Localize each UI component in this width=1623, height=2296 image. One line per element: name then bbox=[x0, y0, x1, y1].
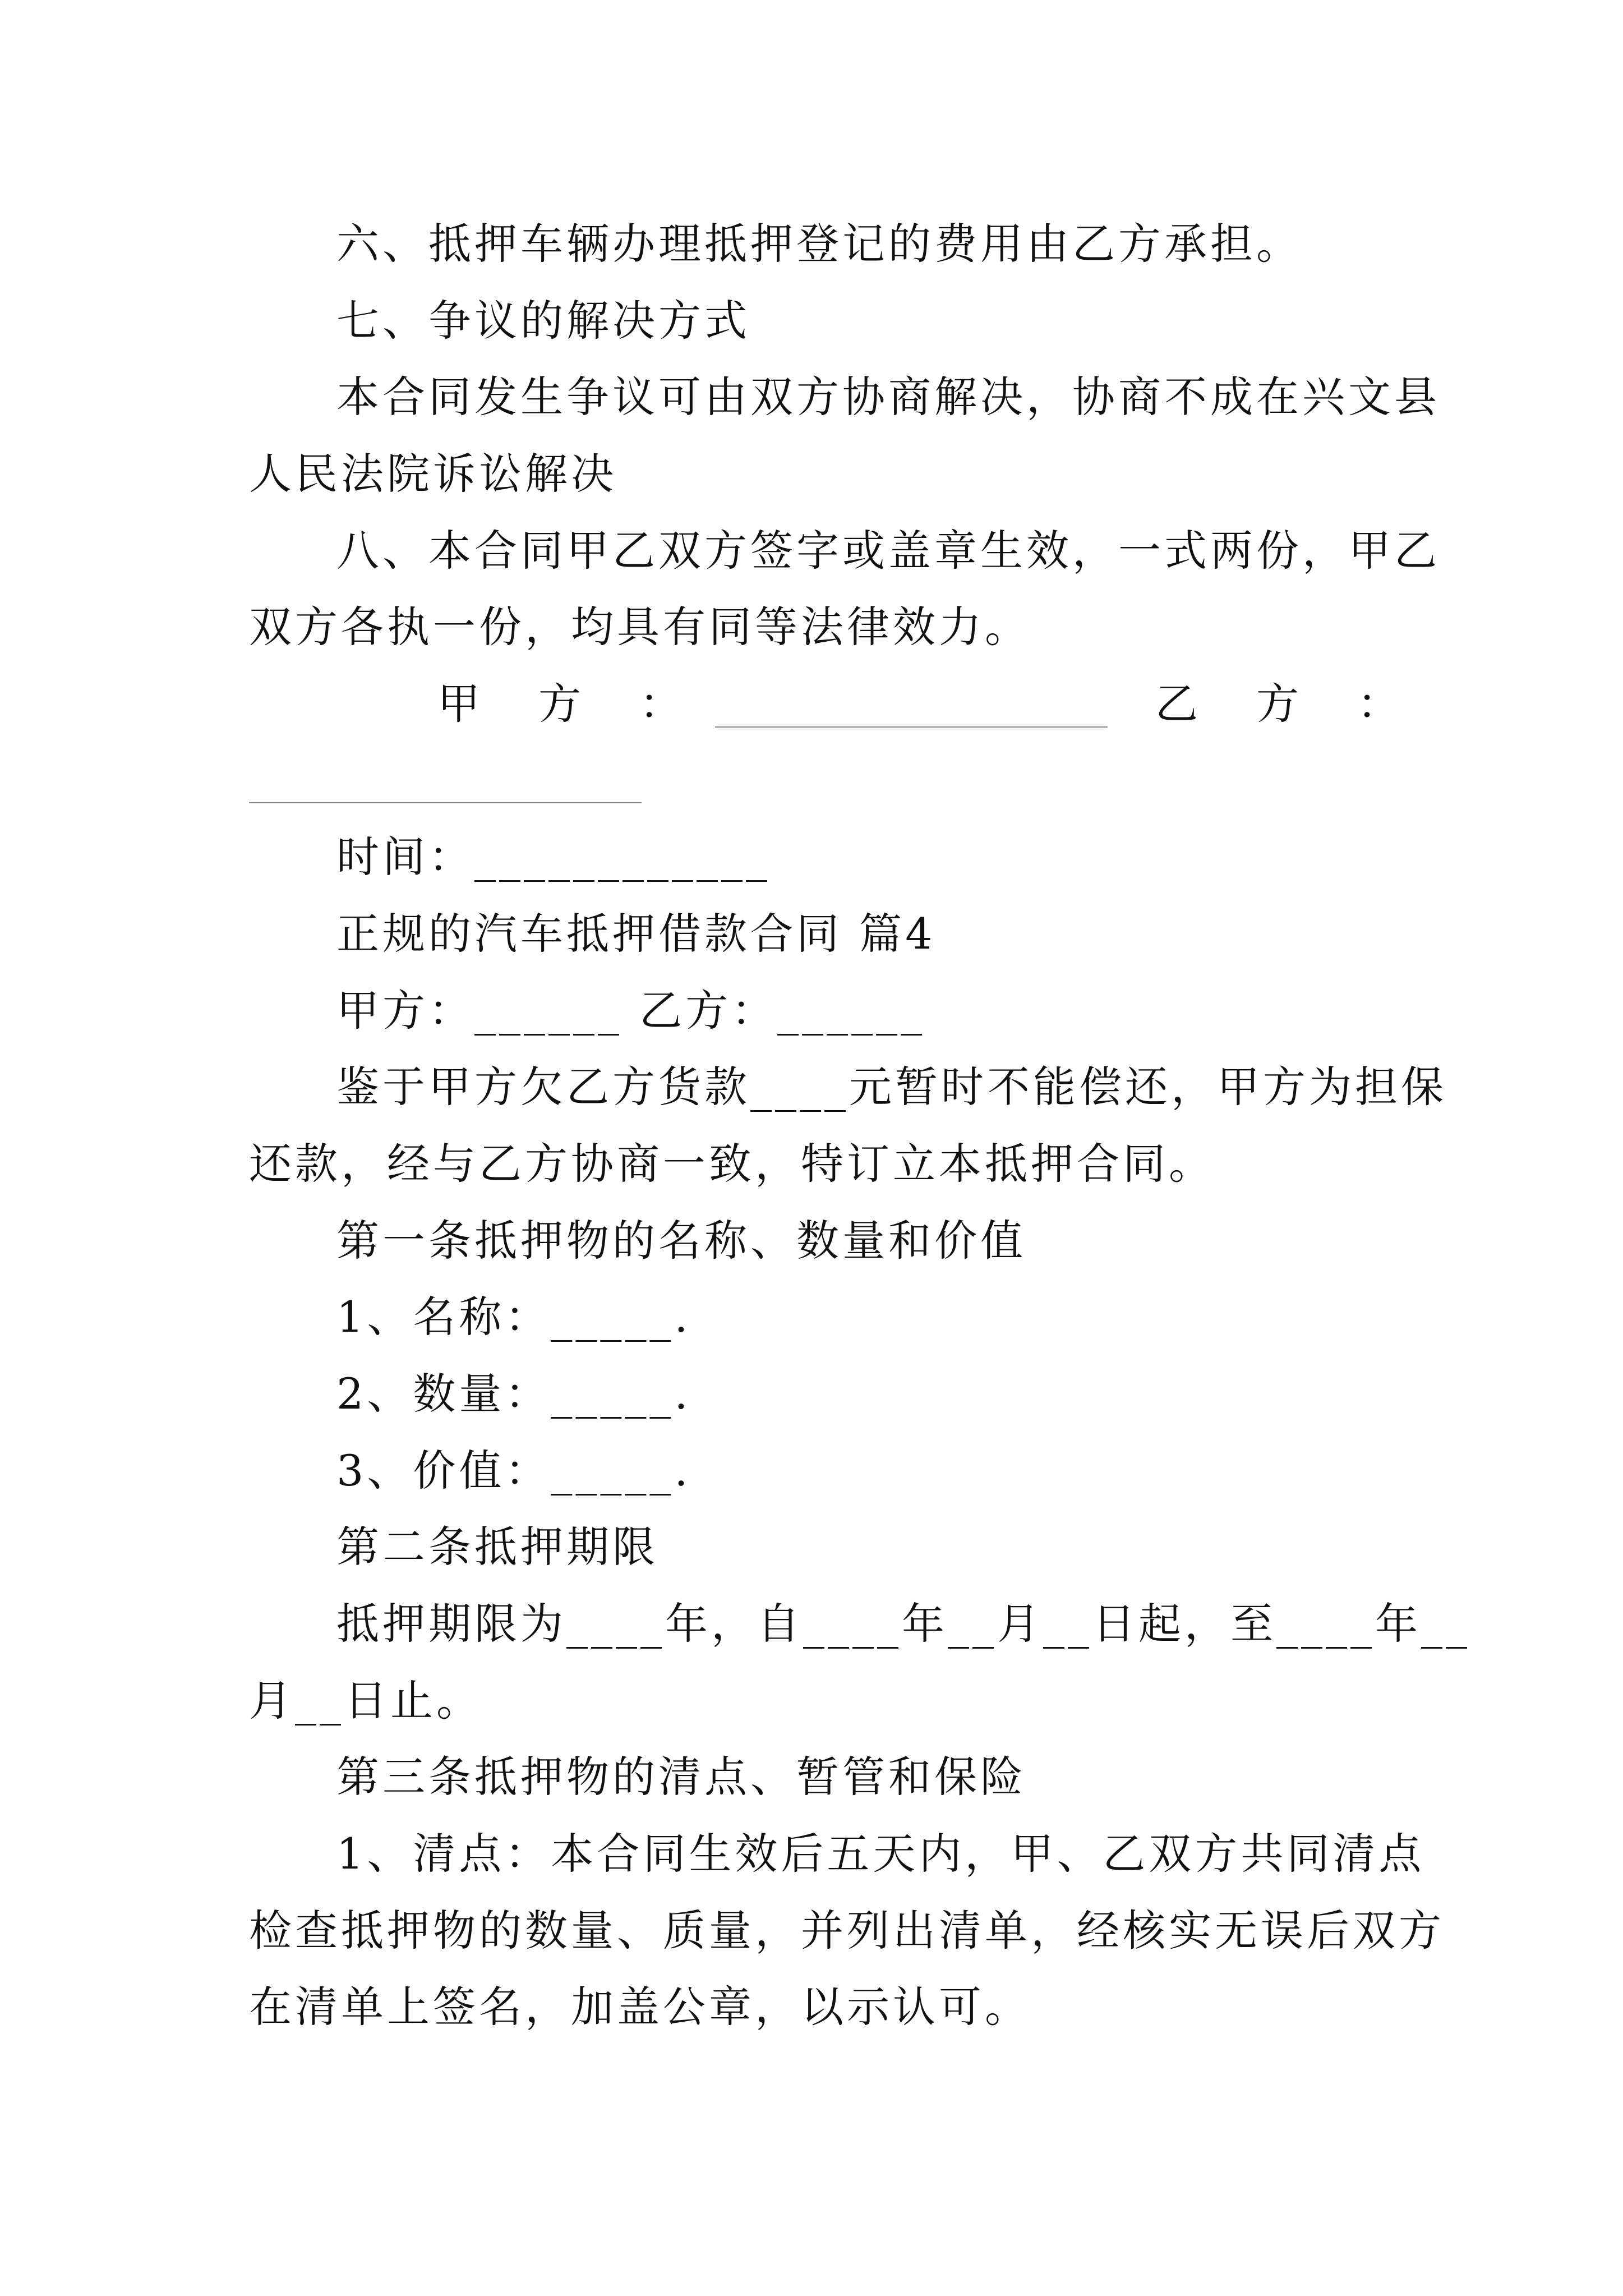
article-1-item-1: 1、名称：_____. bbox=[336, 1292, 691, 1342]
party-b-signature-label: 乙 方 ： bbox=[1155, 679, 1408, 729]
party-a-signature-line bbox=[715, 726, 1108, 728]
article-1-item-3: 3、价值：_____. bbox=[336, 1446, 691, 1496]
article-3-item-1-line-2: 检查抵押物的数量、质量，并列出清单，经核实无误后双方 bbox=[249, 1906, 1445, 1955]
clause-6: 六、抵押车辆办理抵押登记的费用由乙方承担。 bbox=[336, 219, 1302, 269]
article-2-text-1: 抵押期限为____年，自____年__月__日起，至____年__ bbox=[336, 1599, 1470, 1649]
parties-line: 甲方：______ 乙方：______ bbox=[336, 986, 926, 1036]
article-3-item-1-line-3: 在清单上签名，加盖公章，以示认可。 bbox=[249, 1982, 1031, 2032]
clause-8-text-1: 八、本合同甲乙双方签字或盖章生效，一式两份，甲乙 bbox=[336, 526, 1440, 576]
party-a-signature-label: 甲 方 ： bbox=[437, 679, 690, 729]
article-1-item-2: 2、数量：_____. bbox=[336, 1369, 691, 1419]
preamble-2: 还款，经与乙方协商一致，特订立本抵押合同。 bbox=[249, 1139, 1215, 1189]
article-2-text-2: 月__日止。 bbox=[249, 1676, 482, 1726]
clause-7-heading: 七、争议的解决方式 bbox=[336, 296, 750, 346]
article-3-item-1-line-1: 1、清点：本合同生效后五天内，甲、乙双方共同清点 bbox=[336, 1829, 1425, 1879]
article-3-heading: 第三条抵押物的清点、暂管和保险 bbox=[336, 1752, 1026, 1802]
preamble-1: 鉴于甲方欠乙方货款____元暂时不能偿还，甲方为担保 bbox=[336, 1062, 1447, 1112]
clause-7-text-1: 本合同发生争议可由双方协商解决，协商不成在兴文县 bbox=[336, 372, 1440, 422]
clause-8-text-2: 双方各执一份，均具有同等法律效力。 bbox=[249, 602, 1031, 652]
article-1-heading: 第一条抵押物的名称、数量和价值 bbox=[336, 1216, 1026, 1266]
clause-7-text-2: 人民法院诉讼解决 bbox=[249, 449, 617, 499]
date-line: 时间：____________ bbox=[336, 832, 771, 882]
party-b-signature-line bbox=[249, 802, 642, 803]
section-title: 正规的汽车抵押借款合同 篇4 bbox=[336, 909, 936, 959]
article-2-heading: 第二条抵押期限 bbox=[336, 1522, 658, 1572]
